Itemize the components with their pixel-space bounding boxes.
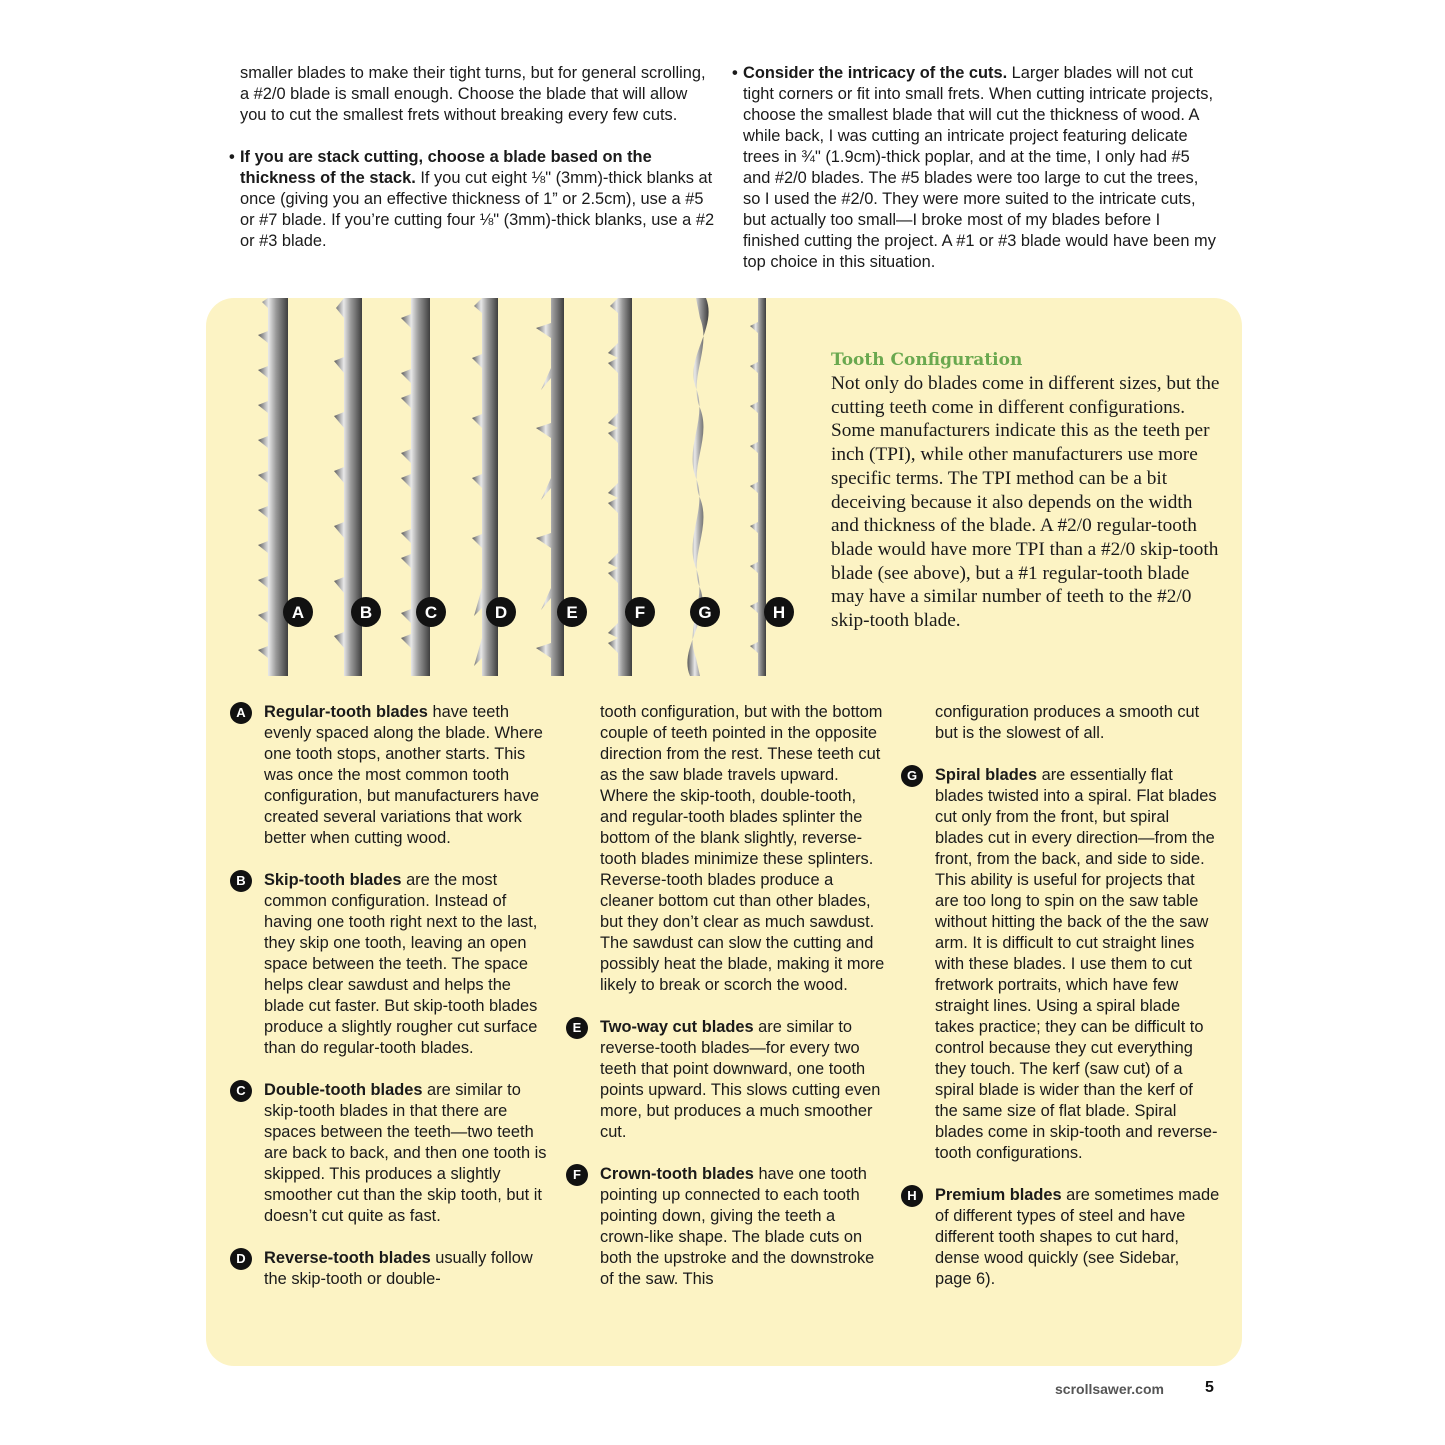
label-badge-e: E [566, 1017, 588, 1039]
blade-type-b-text: are the most common configuration. Instead of having one tooth right next to the last, they skip one tooth, leaving an open space between the teeth. The space helps clear sawdust and helps the blade cut faster. But skip-tooth blades produce a slightly rougher cut surface than do regular-tooth blades. [264, 871, 538, 1057]
blade-type-h-title: Premium blades [935, 1186, 1062, 1204]
bullet-bold: If you are stack cutting, choose a blade based on the thickness of the stack. [240, 148, 652, 187]
blade-type-f-continued: configuration produces a smooth cut but is the slowest of all. [935, 703, 1200, 742]
blade-types-column-3 [906, 702, 1220, 1311]
bullet-text: Larger blades will not cut tight corners or fit into small frets. When cutting intricate projects, choose the smallest blade that will cut the thickness of wood. A while back, I was cutting an intricate project featuring delicate trees in ¾" (1.9cm)-thick poplar, and at the time, I only had #5 and #2/0 blades. The #5 blades were too large to cut the trees, so I used the #2/0. They were more suited to the intricate cuts, but actually too small—I broke most of my blades before I finished cutting the project. A #1 or #3 blade would have been my top choice in this situation. [743, 64, 1216, 271]
blade-labels [283, 597, 794, 627]
blade-type-g [906, 765, 1220, 1164]
blade-type-b-title: Skip-tooth blades [264, 871, 402, 889]
blade-type-e-text: are similar to reverse-tooth blades—for every two teeth that point downward, one tooth points upward. This slows cutting even more, but produces a much smoother cut. [600, 1018, 881, 1141]
blade-type-b [236, 870, 549, 1059]
blade-type-g-text: are essentially flat blades twisted into a spiral. Flat blades cut only from the front, but spiral blades cut in every direction—from the front, from the back, and side to side. This ability is useful for projects that are too long to spin on the saw table without hitting the back of the the saw arm. It is difficult to cut straight lines with these blades. I use them to cut fretwork portraits, which have few straight lines. Using a spiral blade takes practice; they can be difficult to control because they cut everything they touch. The kerf (saw cut) of a spiral blade is wider than the kerf of the same size of flat blade. Spiral blades come in skip-tooth and reverse-tooth configurations. [935, 766, 1218, 1162]
blade-type-a-text: have teeth evenly spaced along the blade. Where one tooth stops, another starts. This was once the most common tooth configuration, but manufacturers have created several variations that work better when cutting wood. [264, 703, 543, 847]
svg-text:G: G [698, 603, 712, 622]
stack-cutting-bullet [229, 147, 715, 252]
svg-text:E: E [566, 603, 578, 622]
label-badge-b: B [230, 870, 252, 892]
blade-label-g [690, 597, 720, 627]
blade-type-d [236, 1248, 549, 1290]
blade-type-a [236, 702, 549, 849]
blade-label-c [416, 597, 446, 627]
label-badge-h: H [901, 1185, 923, 1207]
blade-label-a [283, 597, 313, 627]
blade-label-e [557, 597, 587, 627]
blade-type-c [236, 1080, 549, 1227]
svg-text:C: C [424, 603, 438, 622]
blade-type-f-text: have one tooth pointing up connected to each tooth pointing down, giving the teeth a crown-like shape. The blade cuts on both the upstroke and the downstroke of the saw. This [600, 1165, 875, 1288]
svg-text:F: F [634, 603, 646, 622]
blade-type-f-title: Crown-tooth blades [600, 1165, 754, 1183]
bullet-dot: • [229, 148, 235, 166]
blade-label-f [625, 597, 655, 627]
bullet-text: If you cut eight ⅛" (3mm)-thick blanks at once (giving you an effective thickness of 1” or 2.5cm), use a #5 or #7 blade. If you’re cutting four ⅛" (3mm)-thick blanks, use a #2 or #3 blade. [240, 169, 715, 250]
tooth-configuration-heading: Tooth Configuration [831, 350, 1023, 370]
svg-text:H: H [772, 603, 786, 622]
blade-h [750, 298, 766, 676]
blade-type-f [573, 1164, 885, 1290]
blade-a [258, 298, 288, 676]
blade-type-a-title: Regular-tooth blades [264, 703, 428, 721]
svg-text:D: D [494, 603, 508, 622]
blade-illustration [206, 298, 806, 678]
blade-type-c-title: Double-tooth blades [264, 1081, 423, 1099]
intricacy-bullet [732, 63, 1218, 273]
blade-type-e [572, 1017, 885, 1143]
blade-type-h [907, 1185, 1220, 1290]
blade-label-d [486, 597, 516, 627]
top-right-column [732, 63, 1218, 294]
blade-types-column-2 [572, 702, 885, 1311]
label-badge-a: A [230, 702, 252, 724]
svg-text:B: B [359, 603, 373, 622]
label-badge-f: F [566, 1164, 588, 1186]
bullet-dot: • [732, 64, 738, 82]
tooth-configuration-box [831, 348, 1221, 633]
blade-type-d-text: usually follow the skip-tooth or double- [264, 1249, 533, 1288]
blade-type-h-text: are sometimes made of different types of steel and have different tooth shapes to cut hard, dense wood quickly (see Sidebar, page 6). [935, 1186, 1220, 1288]
blade-label-h [764, 597, 794, 627]
top-left-column [229, 63, 715, 273]
blade-type-c-text: are similar to skip-tooth blades in that there are spaces between the teeth—two teeth are back to back, and then one tooth is skipped. This produces a slightly smoother cut than the skip tooth, but it doesn’t cut quite as fast. [264, 1081, 547, 1225]
svg-text:A: A [291, 603, 305, 622]
blade-type-e-title: Two-way cut blades [600, 1018, 754, 1036]
label-badge-d: D [230, 1248, 252, 1270]
blade-type-d-title: Reverse-tooth blades [264, 1249, 431, 1267]
blade-type-d-continued: tooth configuration, but with the bottom couple of teeth pointed in the opposite direction from the rest. These teeth cut as the saw blade travels upward. Where the skip-tooth, double-tooth, and regular-tooth blades splinter the bottom of the blank slightly, reverse-tooth blades minimize these splinters. Reverse-tooth blades produce a cleaner bottom cut than other blades, but they don’t clear as much sawdust. The sawdust can slow the cutting and possibly heat the blade, making it more likely to break or scorch the wood. [600, 703, 885, 994]
tooth-configuration-body: Not only do blades come in different sizes, but the cutting teeth come in different configurations. Some manufacturers indicate this as the teeth per inch (TPI), while other manufacturers use more specific terms. The TPI method can be a bit deceiving because it also depends on the width and thickness of the blade. A #2/0 regular-tooth blade would have more TPI than a #2/0 skip-tooth blade (see above), but a #1 regular-tooth blade may have a similar number of teeth to the #2/0 skip-tooth blade. [831, 373, 1220, 632]
footer-website: scrollsawer.com [1055, 1381, 1164, 1397]
footer-page-number: 5 [1205, 1379, 1214, 1396]
blade-label-b [351, 597, 381, 627]
intro-paragraph: smaller blades to make their tight turns, but for general scrolling, a #2/0 blade is small enough. Choose the blade that will allow you to cut the smallest frets without breaking every few cuts. [240, 64, 706, 124]
bullet-bold: Consider the intricacy of the cuts. [743, 64, 1008, 82]
label-badge-c: C [230, 1080, 252, 1102]
blade-type-g-title: Spiral blades [935, 766, 1038, 784]
label-badge-g: G [901, 765, 923, 787]
blade-types-column-1 [236, 702, 549, 1311]
